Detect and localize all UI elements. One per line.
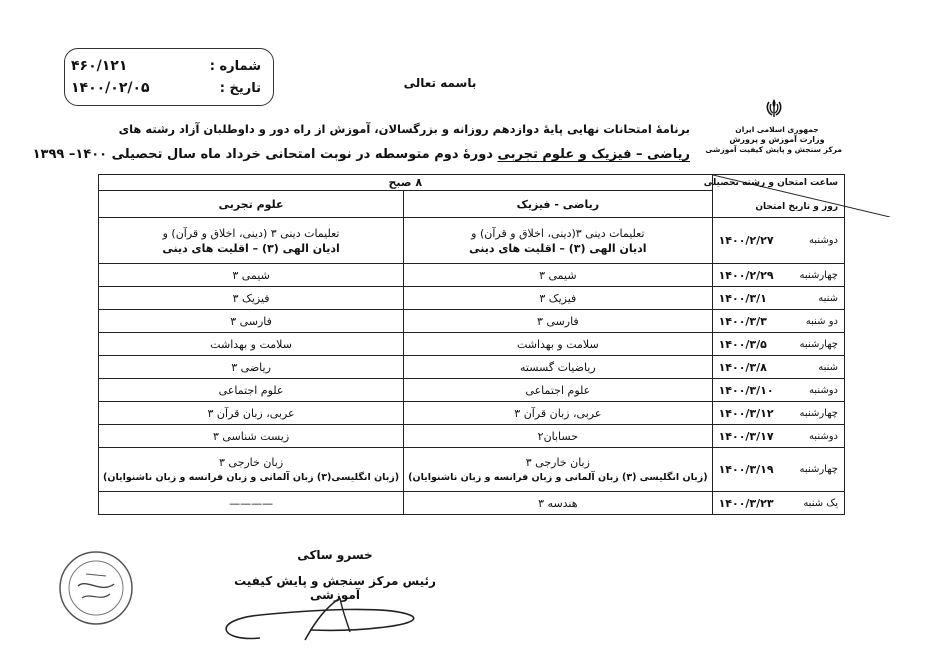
- day-label: دوشنبه: [808, 384, 838, 396]
- table-row: [99, 310, 845, 333]
- math-subject-cell: [404, 448, 712, 492]
- organization-country: جمهوری اسلامی ایران: [735, 125, 819, 134]
- title-fields-underlined: ریاضی – فیزیک و علوم تجربی: [497, 147, 690, 162]
- day-label: دو شنبه: [805, 315, 838, 327]
- reference-number-row: [71, 55, 261, 77]
- subject-line: زبان خارجی ۳: [525, 455, 590, 469]
- invocation-heading: باسمه تعالی: [403, 76, 477, 90]
- table-row: [99, 218, 845, 264]
- document-title-line2: [32, 147, 690, 162]
- bio-subject-cell: فارسی ۳: [99, 310, 404, 333]
- bio-subject-cell: شیمی ۳: [99, 264, 404, 287]
- day-label: دوشنبه: [808, 430, 838, 442]
- date-value: ۱۴۰۰/۳/۱: [718, 291, 767, 305]
- date-value: ۱۴۰۰/۳/۸: [718, 360, 767, 374]
- day-label: چهارشنبه: [799, 338, 838, 350]
- date-value: ۱۴۰۰/۳/۱۰: [718, 383, 774, 397]
- reference-box: [64, 48, 274, 106]
- date-value: ۱۴۰۰/۳/۱۹: [718, 463, 774, 476]
- date-cell: [712, 492, 844, 515]
- date-value: ۱۴۰۰/۳/۵: [718, 337, 767, 351]
- math-subject-cell: هندسه ۳: [404, 492, 712, 515]
- table-row: [99, 448, 845, 492]
- math-subject-cell: عربی، زبان قرآن ۳: [404, 402, 712, 425]
- date-cell: [712, 218, 844, 264]
- reference-date-value: ۱۴۰۰/۰۲/۰۵: [71, 80, 150, 96]
- math-subject-cell: حسابان۲: [404, 425, 712, 448]
- date-value: ۱۴۰۰/۲/۲۹: [718, 268, 774, 282]
- table-row: [99, 287, 845, 310]
- reference-date-row: [71, 77, 261, 99]
- table-row: [99, 402, 845, 425]
- date-value: ۱۴۰۰/۲/۲۷: [718, 234, 774, 247]
- subject-line: تعلیمات دینی ۳ (دینی، اخلاق و قرآن) و: [162, 226, 340, 240]
- reference-date-label: تاریخ :: [219, 80, 261, 96]
- subject-line-bold: ادیان الهی (۳) – اقلیت های دینی: [469, 241, 647, 255]
- day-label: شنبه: [818, 292, 838, 304]
- date-value: ۱۴۰۰/۳/۱۷: [718, 429, 774, 443]
- signer-name: خسرو ساکی: [297, 548, 373, 562]
- bio-subject-cell: ————: [99, 492, 404, 515]
- bio-subject-cell: سلامت و بهداشت: [99, 333, 404, 356]
- date-cell: [712, 402, 844, 425]
- table-corner-header: [703, 175, 844, 218]
- day-label: یک شنبه: [803, 497, 838, 509]
- date-cell: [712, 379, 844, 402]
- table-row: [99, 379, 845, 402]
- math-subject-cell: فارسی ۳: [404, 310, 712, 333]
- organization-block: [705, 125, 842, 155]
- organization-ministry: وزارت آموزش و پرورش: [729, 135, 825, 144]
- subject-line-small: (زبان انگلیسی(۳) زبان آلمانی و زبان فرانسه و زبان ناشنوایان): [103, 471, 400, 483]
- math-subject-cell: علوم اجتماعی: [404, 379, 712, 402]
- iran-emblem-icon: [762, 96, 786, 120]
- reference-number-label: شماره :: [209, 58, 261, 74]
- signature-icon: [200, 570, 420, 650]
- math-subject-cell: ریاضیات گسسته: [404, 356, 712, 379]
- corner-bottom-label: روز و تاریخ امتحان: [755, 202, 838, 212]
- organization-center: مرکز سنجش و پایش کیفیت آموزشی: [705, 145, 842, 154]
- math-subject-cell: سلامت و بهداشت: [404, 333, 712, 356]
- day-label: چهارشنبه: [799, 464, 838, 475]
- subject-line: زبان خارجی ۳: [218, 455, 284, 469]
- bio-subject-cell: زیست شناسی ۳: [99, 425, 404, 448]
- session-time-header: ۸ صبح: [99, 175, 713, 191]
- table-row: [99, 264, 845, 287]
- date-cell: [712, 448, 844, 492]
- subject-line-bold: ادیان الهی (۳) – اقلیت های دینی: [162, 241, 340, 255]
- stream-header-bio: علوم تجربی: [99, 191, 404, 218]
- bio-subject-cell: علوم اجتماعی: [99, 379, 404, 402]
- date-cell: [712, 310, 844, 333]
- math-subject-cell: [404, 218, 712, 264]
- date-cell: [712, 425, 844, 448]
- math-subject-cell: فیزیک ۳: [404, 287, 712, 310]
- reference-number-value: ۴۶۰/۱۲۱: [71, 58, 128, 74]
- day-label: شنبه: [818, 361, 838, 373]
- bio-subject-cell: [99, 218, 404, 264]
- corner-top-label: ساعت امتحان و رشته تحصیلی: [703, 178, 838, 188]
- bio-subject-cell: ریاضی ۳: [99, 356, 404, 379]
- day-label: چهارشنبه: [799, 407, 838, 419]
- table-row: [99, 492, 845, 515]
- bio-subject-cell: [99, 448, 404, 492]
- table-row: [99, 425, 845, 448]
- date-cell: [712, 264, 844, 287]
- title-line2-rest: دورهٔ دوم متوسطه در نوبت امتحانی خرداد ماه سال تحصیلی ۱۴۰۰– ۱۳۹۹: [32, 147, 498, 162]
- stream-header-math: ریاضی - فیزیک: [404, 191, 712, 218]
- date-value: ۱۴۰۰/۳/۲۳: [718, 496, 774, 510]
- date-value: ۱۴۰۰/۳/۳: [718, 314, 767, 328]
- day-label: چهارشنبه: [799, 269, 838, 281]
- subject-line-small: (زبان انگلیسی (۳) زبان آلمانی و زبان فرانسه و زبان ناشنوایان): [408, 471, 708, 483]
- table-row: [99, 356, 845, 379]
- exam-schedule-table: [98, 174, 845, 515]
- table-header-row: [99, 175, 845, 191]
- date-cell: [712, 287, 844, 310]
- signer-title: رئیس مرکز سنجش و پایش کیفیت آموزشی: [234, 574, 436, 602]
- table-row: [99, 333, 845, 356]
- subject-line: تعلیمات دینی ۳(دینی، اخلاق و قرآن) و: [471, 226, 645, 240]
- day-label: دوشنبه: [808, 235, 838, 246]
- date-cell: [712, 356, 844, 379]
- date-cell: [712, 333, 844, 356]
- math-subject-cell: شیمی ۳: [404, 264, 712, 287]
- bio-subject-cell: عربی، زبان قرآن ۳: [99, 402, 404, 425]
- official-stamp-icon: [56, 548, 136, 628]
- bio-subject-cell: فیزیک ۳: [99, 287, 404, 310]
- date-value: ۱۴۰۰/۳/۱۲: [718, 406, 774, 420]
- document-title-line1: برنامهٔ امتحانات نهایی پایهٔ دوازدهم روزانه و بزرگسالان، آموزش از راه دور و داوطلبان آزاد رشته های: [118, 122, 690, 136]
